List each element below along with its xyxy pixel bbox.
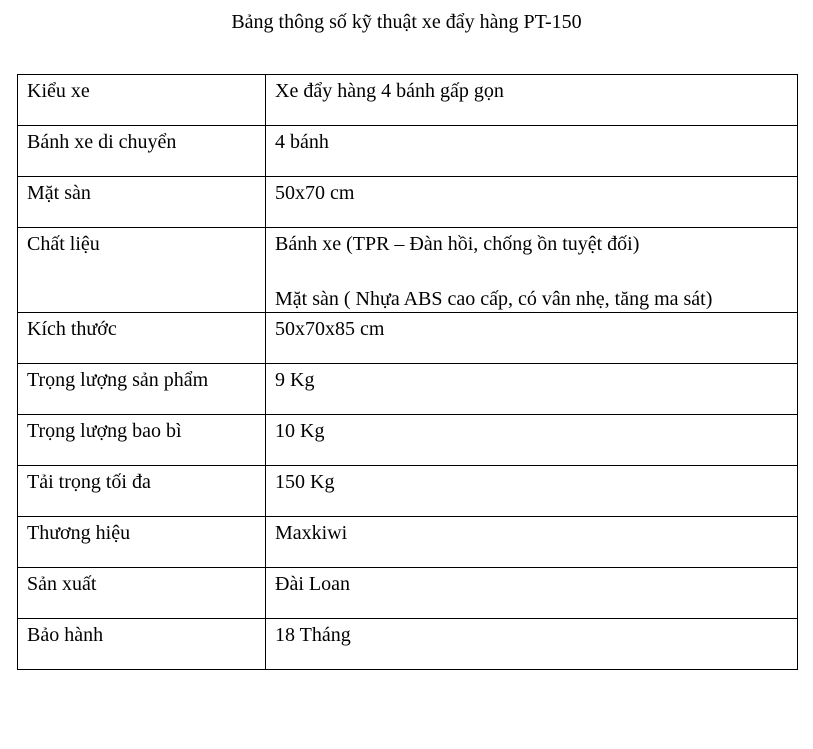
- row-value: 150 Kg: [266, 466, 798, 517]
- row-value: 4 bánh: [266, 126, 798, 177]
- table-row: [18, 364, 798, 415]
- table-row: [18, 177, 798, 228]
- row-label: Sản xuất: [18, 568, 266, 619]
- row-label: Mặt sàn: [18, 177, 266, 228]
- row-label: Thương hiệu: [18, 517, 266, 568]
- table-row: [18, 517, 798, 568]
- row-label: Bảo hành: [18, 619, 266, 670]
- row-value: Xe đẩy hàng 4 bánh gấp gọn: [266, 75, 798, 126]
- table-row: [18, 619, 798, 670]
- table-row: [18, 126, 798, 177]
- table-row: [18, 466, 798, 517]
- row-value: 10 Kg: [266, 415, 798, 466]
- specs-table: [17, 74, 798, 670]
- row-label: Kiểu xe: [18, 75, 266, 126]
- row-value: Bánh xe (TPR – Đàn hồi, chống ồn tuyệt đối): [275, 233, 640, 255]
- row-label: Tải trọng tối đa: [18, 466, 266, 517]
- row-label: Trọng lượng bao bì: [18, 415, 266, 466]
- row-label: Trọng lượng sản phẩm: [18, 364, 266, 415]
- row-value: 18 Tháng: [266, 619, 798, 670]
- row-value: Maxkiwi: [266, 517, 798, 568]
- row-value: 50x70x85 cm: [266, 313, 798, 364]
- table-row: [18, 568, 798, 619]
- row-value: 9 Kg: [266, 364, 798, 415]
- row-value-cell: [266, 228, 798, 313]
- table-title: Bảng thông số kỹ thuật xe đẩy hàng PT-150: [231, 11, 582, 33]
- table-row: [18, 228, 798, 313]
- table-row: [18, 75, 798, 126]
- row-label: Bánh xe di chuyển: [18, 126, 266, 177]
- table-row: [18, 415, 798, 466]
- row-label: Kích thước: [18, 313, 266, 364]
- table-row: [18, 313, 798, 364]
- row-label: Chất liệu: [18, 228, 266, 313]
- row-value-secondary: Mặt sàn ( Nhựa ABS cao cấp, có vân nhẹ, tăng ma sát): [275, 288, 713, 310]
- row-value: Đài Loan: [266, 568, 798, 619]
- row-value: 50x70 cm: [266, 177, 798, 228]
